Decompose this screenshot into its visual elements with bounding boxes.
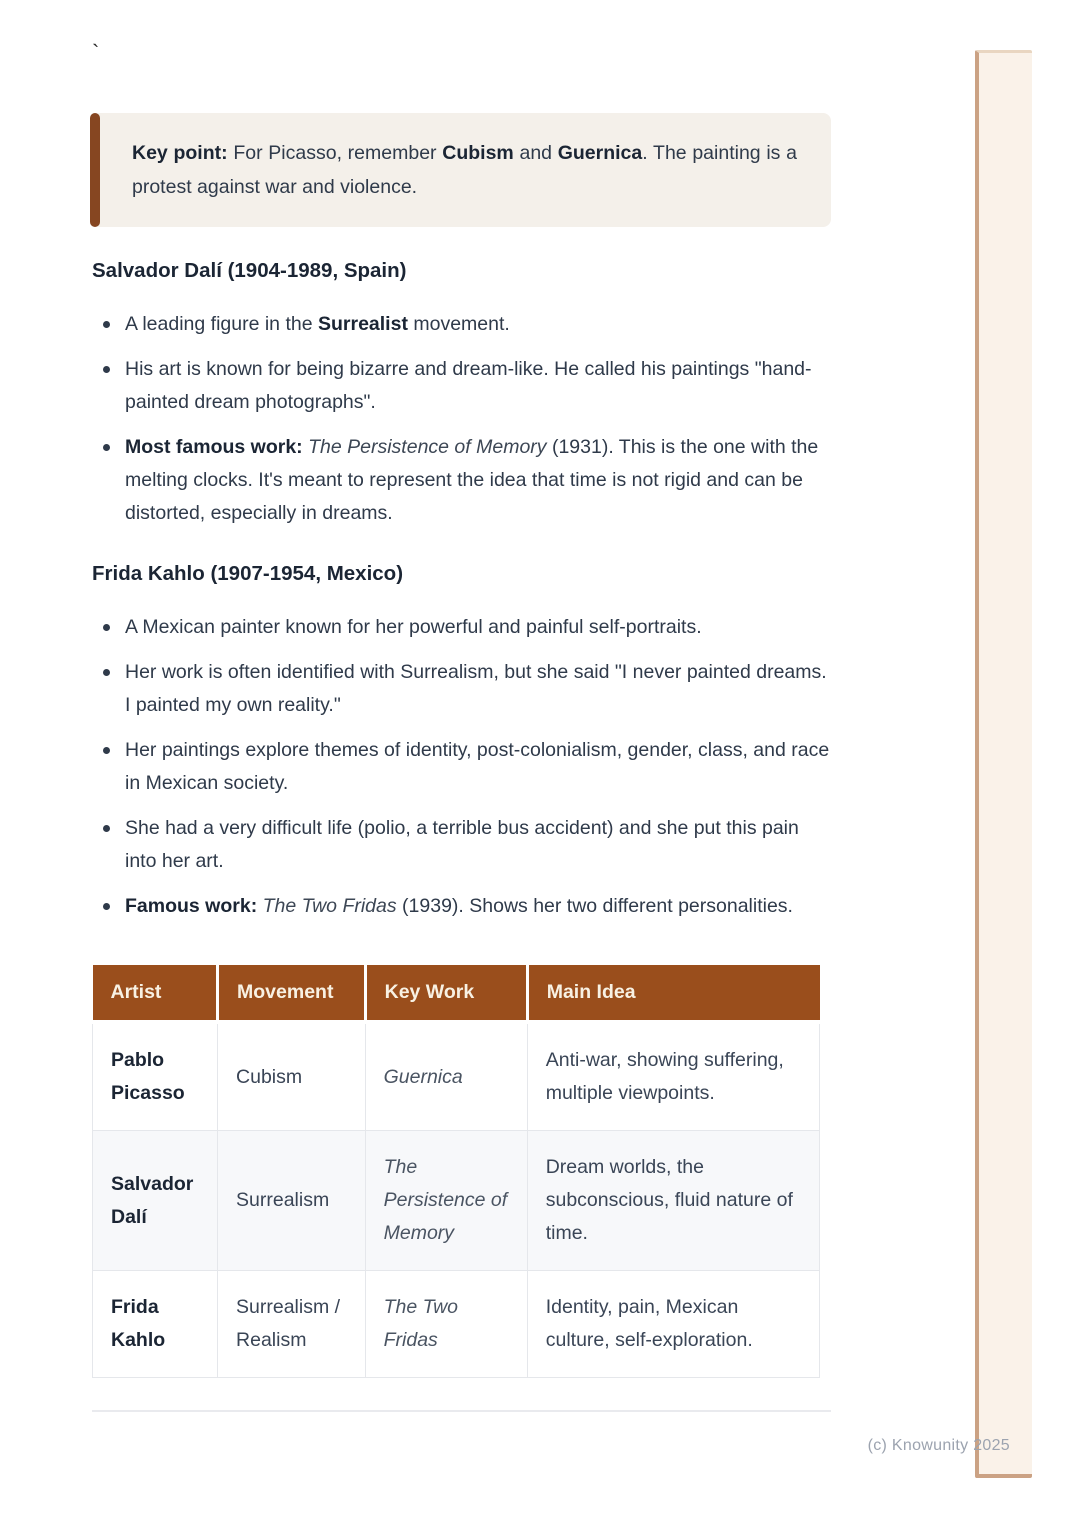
table-row bbox=[93, 1271, 820, 1378]
list-item: Famous work: The Two Fridas (1939). Shows her two different personalities. bbox=[92, 890, 831, 923]
column-header-movement: Movement bbox=[218, 965, 366, 1022]
page-margin-stripe bbox=[975, 50, 1032, 1478]
main-idea-cell: Dream worlds, the subconscious, fluid nature of time. bbox=[527, 1131, 819, 1271]
kahlo-bullet-list bbox=[92, 611, 831, 923]
main-idea-cell: Anti-war, showing suffering, multiple viewpoints. bbox=[527, 1022, 819, 1131]
artist-cell: Frida Kahlo bbox=[93, 1271, 218, 1378]
section-heading-dali: Salvador Dalí (1904-1989, Spain) bbox=[92, 259, 407, 282]
table-header-row bbox=[93, 965, 820, 1022]
movement-cell: Cubism bbox=[218, 1022, 366, 1131]
callout-accent-bar bbox=[90, 113, 100, 227]
stray-backtick-mark: ` bbox=[92, 40, 100, 65]
key-work-cell: Guernica bbox=[365, 1022, 527, 1131]
artist-cell: Pablo Picasso bbox=[93, 1022, 218, 1131]
key-point-callout bbox=[92, 113, 831, 227]
list-item: Her paintings explore themes of identity, post-colonialism, gender, class, and race in Mexican society. bbox=[92, 734, 831, 800]
column-header-main-idea: Main Idea bbox=[527, 965, 819, 1022]
list-item: She had a very difficult life (polio, a terrible bus accident) and she put this pain into her art. bbox=[92, 812, 831, 878]
document-content bbox=[92, 0, 831, 1412]
artists-summary-table bbox=[92, 965, 820, 1378]
list-item: A leading figure in the Surrealist movement. bbox=[92, 308, 831, 341]
callout-text: Key point: For Picasso, remember Cubism and Guernica. The painting is a protest against war and violence. bbox=[132, 142, 797, 198]
dali-bullet-list bbox=[92, 308, 831, 530]
footer-credit: (c) Knowunity 2025 bbox=[867, 1437, 1010, 1454]
main-idea-cell: Identity, pain, Mexican culture, self-exploration. bbox=[527, 1271, 819, 1378]
list-item: Her work is often identified with Surrealism, but she said "I never painted dreams. I painted my own reality." bbox=[92, 656, 831, 722]
key-work-cell: The Persistence of Memory bbox=[365, 1131, 527, 1271]
content-divider bbox=[92, 1410, 831, 1412]
key-work-cell: The Two Fridas bbox=[365, 1271, 527, 1378]
column-header-key-work: Key Work bbox=[365, 965, 527, 1022]
table-row bbox=[93, 1131, 820, 1271]
list-item: His art is known for being bizarre and dream-like. He called his paintings "hand-painted dream photographs". bbox=[92, 353, 831, 419]
movement-cell: Surrealism / Realism bbox=[218, 1271, 366, 1378]
section-heading-kahlo: Frida Kahlo (1907-1954, Mexico) bbox=[92, 562, 404, 585]
list-item: A Mexican painter known for her powerful and painful self-portraits. bbox=[92, 611, 831, 644]
column-header-artist: Artist bbox=[93, 965, 218, 1022]
list-item: Most famous work: The Persistence of Memory (1931). This is the one with the melting clocks. It's meant to represent the idea that time is not rigid and can be distorted, especially in dreams. bbox=[92, 431, 831, 530]
table-row bbox=[93, 1022, 820, 1131]
movement-cell: Surrealism bbox=[218, 1131, 366, 1271]
artist-cell: Salvador Dalí bbox=[93, 1131, 218, 1271]
